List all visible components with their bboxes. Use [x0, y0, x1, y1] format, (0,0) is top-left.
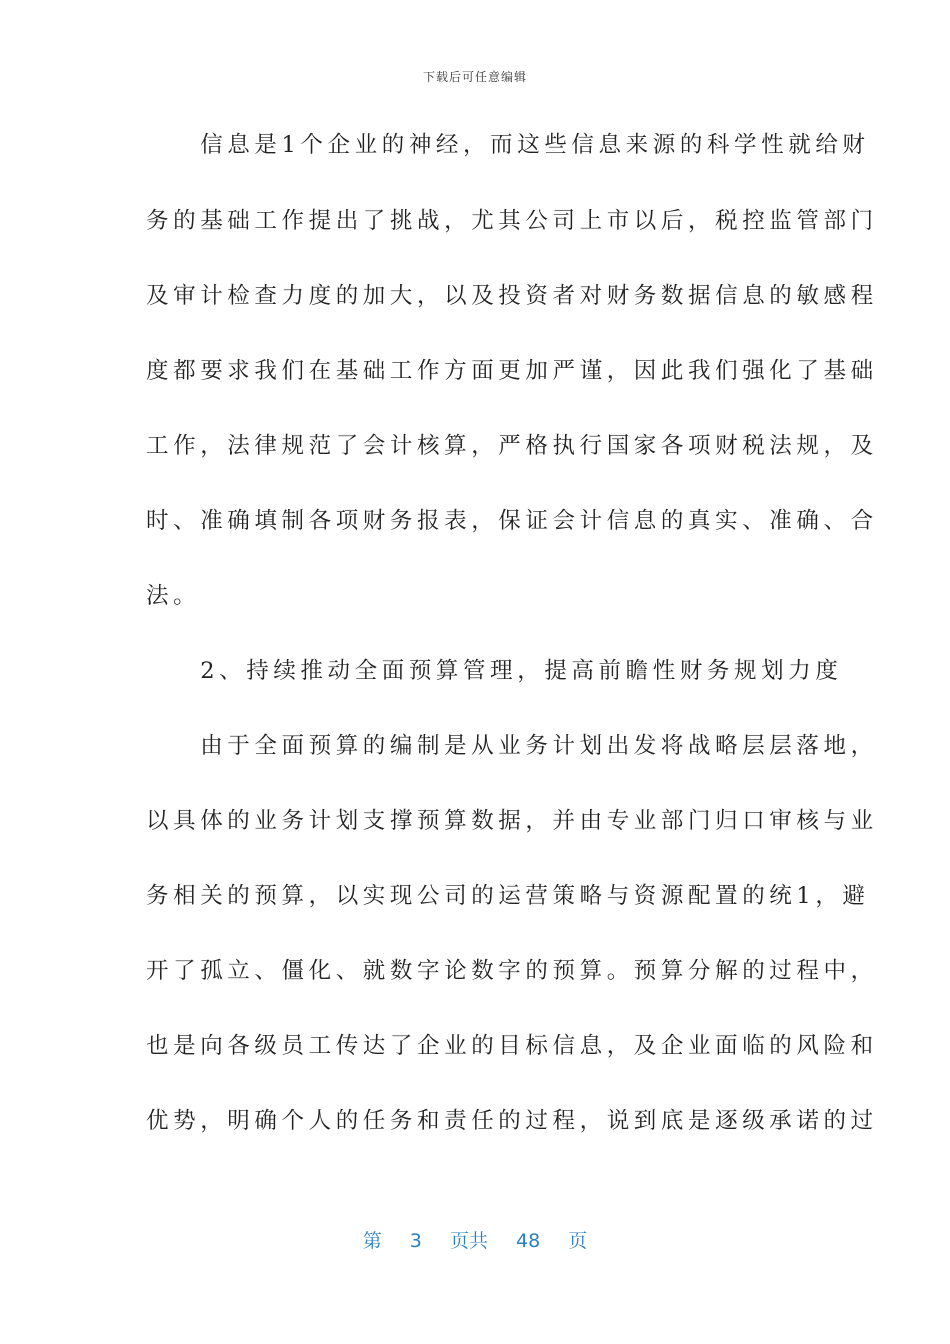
body-line-5: 工作，法律规范了会计核算，严格执行国家各项财税法规，及: [146, 433, 878, 459]
page-prefix: 第: [362, 1230, 382, 1252]
header-note: 下载后可任意编辑: [422, 70, 527, 84]
body-line-9: 由于全面预算的编制是从业务计划出发将战略层层落地，: [146, 733, 878, 759]
body-line-13: 也是向各级员工传达了企业的目标信息，及企业面临的风险和: [146, 1033, 878, 1059]
page-number: 3: [409, 1230, 422, 1252]
body-line-7: 法。: [146, 583, 201, 609]
total-pages: 48: [516, 1230, 541, 1252]
page-footer: [0, 1226, 950, 1253]
body-line-1: 信息是1个企业的神经，而这些信息来源的科学性就给财: [146, 132, 870, 158]
body-line-3: 及审计检查力度的加大，以及投资者对财务数据信息的敏感程: [146, 283, 878, 309]
body-line-11: 务相关的预算，以实现公司的运营策略与资源配置的统1，避: [146, 883, 870, 909]
body-line-4: 度都要求我们在基础工作方面更加严谨，因此我们强化了基础: [146, 358, 878, 384]
body-line-2: 务的基础工作提出了挑战，尤其公司上市以后，税控监管部门: [146, 208, 878, 234]
section-heading: 2、持续推动全面预算管理，提高前瞻性财务规划力度: [146, 658, 843, 684]
body-line-14: 优势，明确个人的任务和责任的过程，说到底是逐级承诺的过: [146, 1108, 878, 1134]
body-line-12: 开了孤立、僵化、就数字论数字的预算。预算分解的过程中，: [146, 958, 878, 984]
body-line-6: 时、准确填制各项财务报表，保证会计信息的真实、准确、合: [146, 508, 878, 534]
page-suffix: 页: [568, 1230, 588, 1252]
page-middle: 页共: [449, 1230, 488, 1252]
body-line-10: 以具体的业务计划支撑预算数据，并由专业部门归口审核与业: [146, 808, 878, 834]
